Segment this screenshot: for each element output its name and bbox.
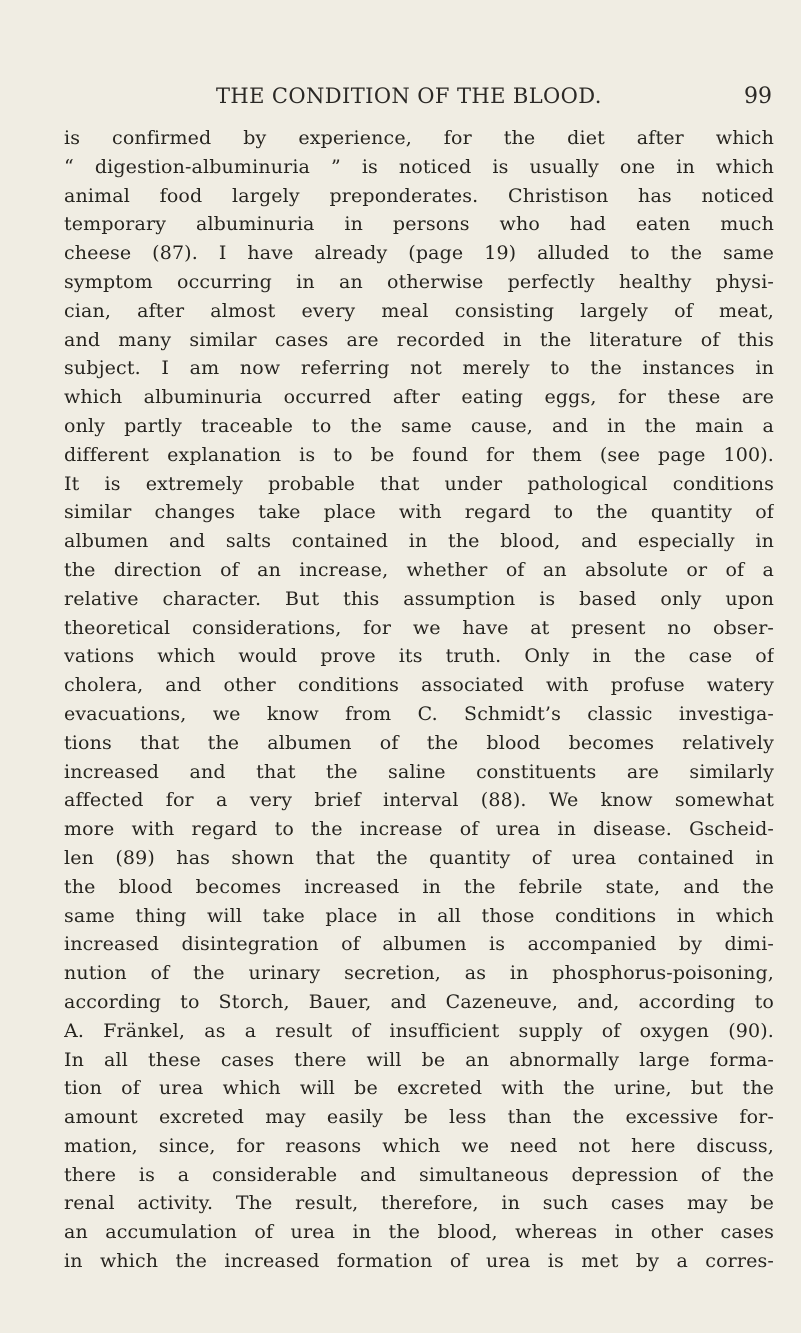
text-line: len (89) has shown that the quantity of urea contained in <box>64 846 774 869</box>
text-line: according to Storch, Bauer, and Cazeneuve, and, according to <box>64 990 774 1013</box>
text-line: animal food largely preponderates. Christison has noticed <box>64 184 774 207</box>
text-line: tion of urea which will be excreted with the urine, but the <box>64 1077 774 1100</box>
text-line: increased disintegration of albumen is accompanied by dimi- <box>64 933 774 956</box>
text-line: In all these cases there will be an abnormally large forma- <box>64 1048 774 1071</box>
text-line: same thing will take place in all those conditions in which <box>64 904 774 927</box>
text-line: mation, since, for reasons which we need not here discuss, <box>64 1134 774 1157</box>
text-line: “ digestion-albuminuria ” is noticed is usually one in which <box>64 155 774 178</box>
text-line: renal activity. The result, therefore, in such cases may be <box>64 1192 774 1215</box>
text-line: an accumulation of urea in the blood, whereas in other cases <box>64 1221 774 1244</box>
text-line: only partly traceable to the same cause, and in the main a <box>64 414 774 437</box>
text-line: cholera, and other conditions associated with profuse watery <box>64 674 774 697</box>
text-line: different explanation is to be found for them (see page 100). <box>64 443 774 466</box>
text-line: amount excreted may easily be less than the excessive for- <box>64 1106 774 1129</box>
running-head <box>64 84 772 114</box>
text-line: there is a considerable and simultaneous depression of the <box>64 1163 774 1186</box>
text-line: albumen and salts contained in the blood, and especially in <box>64 530 774 553</box>
text-line: cheese (87). I have already (page 19) alluded to the same <box>64 242 774 265</box>
text-line: affected for a very brief interval (88). We know somewhat <box>64 789 774 812</box>
text-line: which albuminuria occurred after eating eggs, for these are <box>64 386 774 409</box>
text-line: in which the increased formation of urea is met by a corres- <box>64 1250 774 1273</box>
page-number: 99 <box>744 84 772 109</box>
text-line: cian, after almost every meal consisting largely of meat, <box>64 299 774 322</box>
text-line: the blood becomes increased in the febrile state, and the <box>64 875 774 898</box>
text-line: symptom occurring in an otherwise perfectly healthy physi- <box>64 270 774 293</box>
text-line: evacuations, we know from C. Schmidt’s classic investiga- <box>64 702 774 725</box>
text-line: and many similar cases are recorded in the literature of this <box>64 328 774 351</box>
text-line: theoretical considerations, for we have at present no obser- <box>64 616 774 639</box>
text-line: more with regard to the increase of urea in disease. Gscheid- <box>64 818 774 841</box>
text-line: is confirmed by experience, for the diet after which <box>64 127 774 149</box>
text-line: tions that the albumen of the blood becomes relatively <box>64 731 774 754</box>
text-line: vations which would prove its truth. Only in the case of <box>64 645 774 668</box>
text-line: similar changes take place with regard to the quantity of <box>64 501 774 524</box>
text-line: increased and that the saline constituents are similarly <box>64 760 774 783</box>
body-text <box>64 124 774 1276</box>
text-line: relative character. But this assumption is based only upon <box>64 587 774 610</box>
text-line: It is extremely probable that under pathological conditions <box>64 472 774 495</box>
text-line: nution of the urinary secretion, as in phosphorus-poisoning, <box>64 962 774 985</box>
text-line: the direction of an increase, whether of an absolute or of a <box>64 558 774 581</box>
running-title: THE CONDITION OF THE BLOOD. <box>216 84 602 108</box>
text-line: A. Fränkel, as a result of insufficient supply of oxygen (90). <box>64 1019 774 1042</box>
text-line: temporary albuminuria in persons who had eaten much <box>64 213 774 236</box>
text-line: subject. I am now referring not merely to the instances in <box>64 357 774 380</box>
